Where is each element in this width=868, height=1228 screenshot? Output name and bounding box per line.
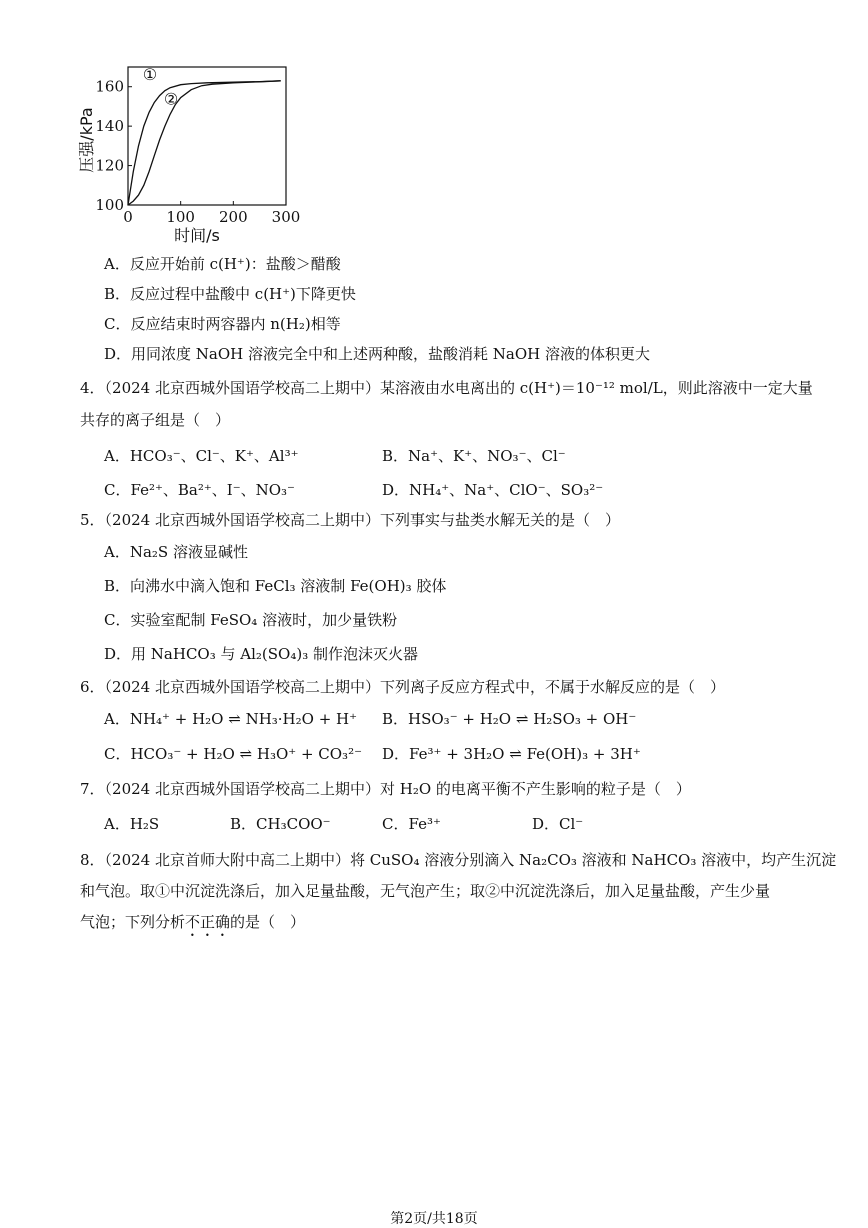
q8-stem-line2: 和气泡。取①中沉淀洗涤后，加入足量盐酸，无气泡产生；取②中沉淀洗涤后，加入足量盐酸，产生少量 [80,882,771,900]
annotation-2: ② [163,89,179,109]
q3-option-d: D．用同浓度 NaOH 溶液完全中和上述两种酸，盐酸消耗 NaOH 溶液的体积更大 [104,345,650,363]
x-tick-label: 300 [271,208,301,226]
x-tick-label: 100 [166,208,195,226]
q5-stem: 5．（2024 北京西城外国语学校高二上期中）下列事实与盐类水解无关的是（ ） [80,511,620,529]
q8-stem-line1: 8．（2024 北京首师大附中高二上期中）将 CuSO₄ 溶液分别滴入 Na₂CO₃ 溶液和 NaHCO₃ 溶液中，均产生沉淀 [80,851,837,869]
q6-option-c: C．HCO₃⁻ + H₂O ⇌ H₃O⁺ + CO₃²⁻ [104,745,362,763]
x-tick-label: 0 [123,208,133,226]
q3-option-a: A．反应开始前 c(H⁺)：盐酸＞醋酸 [104,255,341,273]
q4-option-b: B．Na⁺、K⁺、NO₃⁻、Cl⁻ [382,447,566,465]
pressure-time-chart [70,55,320,255]
q6-option-b: B．HSO₃⁻ + H₂O ⇌ H₂SO₃ + OH⁻ [382,710,637,728]
q5-option-d: D．用 NaHCO₃ 与 Al₂(SO₄)₃ 制作泡沫灭火器 [104,645,418,663]
q7-option-b: B．CH₃COO⁻ [230,815,331,833]
y-tick-label: 140 [95,117,124,136]
q5-option-b: B．向沸水中滴入饱和 FeCl₃ 溶液制 Fe(OH)₃ 胶体 [104,577,447,595]
q6-option-a: A．NH₄⁺ + H₂O ⇌ NH₃·H₂O + H⁺ [104,710,358,728]
x-axis-label: 时间/s [174,226,220,245]
q3-option-c: C．反应结束时两容器内 n(H₂)相等 [104,315,341,333]
x-tick-label: 200 [219,208,248,226]
q8-line3-prefix: 气泡；下列分析 [80,913,186,931]
y-tick-label: 100 [95,196,124,214]
q3-option-b: B．反应过程中盐酸中 c(H⁺)下降更快 [104,285,356,303]
plot-frame [128,64,286,205]
q7-option-c: C．Fe³⁺ [382,815,441,833]
q4-stem-line2: 共存的离子组是（ ） [80,411,231,429]
q6-stem: 6．（2024 北京西城外国语学校高二上期中）下列离子反应方程式中，不属于水解反应的是（ ） [80,678,725,696]
chart-svg [70,55,320,255]
q7-stem: 7．（2024 北京西城外国语学校高二上期中）对 H₂O 的电离平衡不产生影响的粒子是（ ） [80,780,691,798]
q4-option-d: D．NH₄⁺、Na⁺、ClO⁻、SO₃²⁻ [382,481,604,499]
q4-option-a: A．HCO₃⁻、Cl⁻、K⁺、Al³⁺ [104,447,299,465]
q7-option-d: D．Cl⁻ [532,815,584,833]
q4-option-c: C．Fe²⁺、Ba²⁺、I⁻、NO₃⁻ [104,481,295,499]
annotation-1: ① [142,64,158,84]
series-line-2 [128,81,281,205]
q7-option-a: A．H₂S [104,815,160,833]
page-footer: 第2页/共18页 [390,1211,478,1227]
y-axis-label: 压强/kPa [77,107,96,173]
y-tick-label: 160 [95,77,124,96]
q6-option-d: D．Fe³⁺ + 3H₂O ⇌ Fe(OH)₃ + 3H⁺ [382,745,641,763]
y-tick-label: 120 [95,156,124,175]
q4-stem-line1: 4．（2024 北京西城外国语学校高二上期中）某溶液由水电离出的 c(H⁺)＝10⁻¹² mol/L，则此溶液中一定大量 [80,379,813,397]
q8-emphasis: 不正确 [185,913,231,931]
series-line-1 [128,81,281,205]
q5-option-c: C．实验室配制 FeSO₄ 溶液时，加少量铁粉 [104,611,398,629]
q8-stem-line3 [80,912,305,940]
q5-option-a: A．Na₂S 溶液显碱性 [104,543,248,561]
q8-line3-suffix: 的是（ ） [230,913,306,931]
